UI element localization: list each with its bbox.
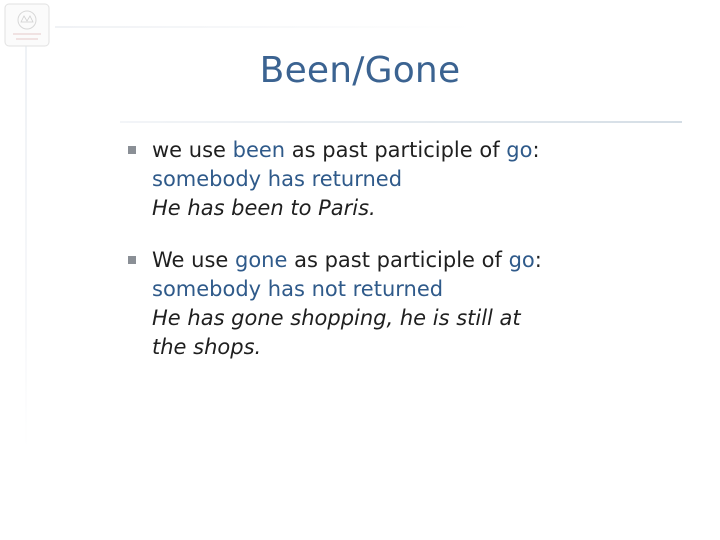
frame-top-line (55, 26, 475, 28)
bullet-meaning: somebody has not returned (152, 277, 444, 301)
frame-left-line (25, 30, 27, 450)
square-bullet-icon (128, 256, 136, 264)
slide-title: Been/Gone (259, 50, 461, 91)
bullet-example: He has gone shopping, he is still at the shops. (152, 306, 521, 359)
keyword-been: been (232, 138, 286, 162)
bullet-middle: as past participle of (287, 248, 509, 272)
keyword-go: go (508, 248, 535, 272)
bullet-example: He has been to Paris. (152, 196, 376, 220)
seal-logo-icon (4, 3, 50, 47)
bullet-meaning: somebody has returned (152, 167, 403, 191)
title-divider (120, 121, 682, 123)
bullet-list (124, 136, 684, 385)
bullet-item-gone (124, 246, 684, 362)
keyword-go: go (506, 138, 533, 162)
keyword-gone: gone (234, 248, 288, 272)
bullet-colon: : (532, 138, 540, 162)
bullet-prefix: We use (152, 248, 235, 272)
bullet-item-been (124, 136, 684, 223)
bullet-colon: : (534, 248, 542, 272)
bullet-middle: as past participle of (285, 138, 507, 162)
square-bullet-icon (128, 146, 136, 154)
bullet-prefix: we use (152, 138, 233, 162)
